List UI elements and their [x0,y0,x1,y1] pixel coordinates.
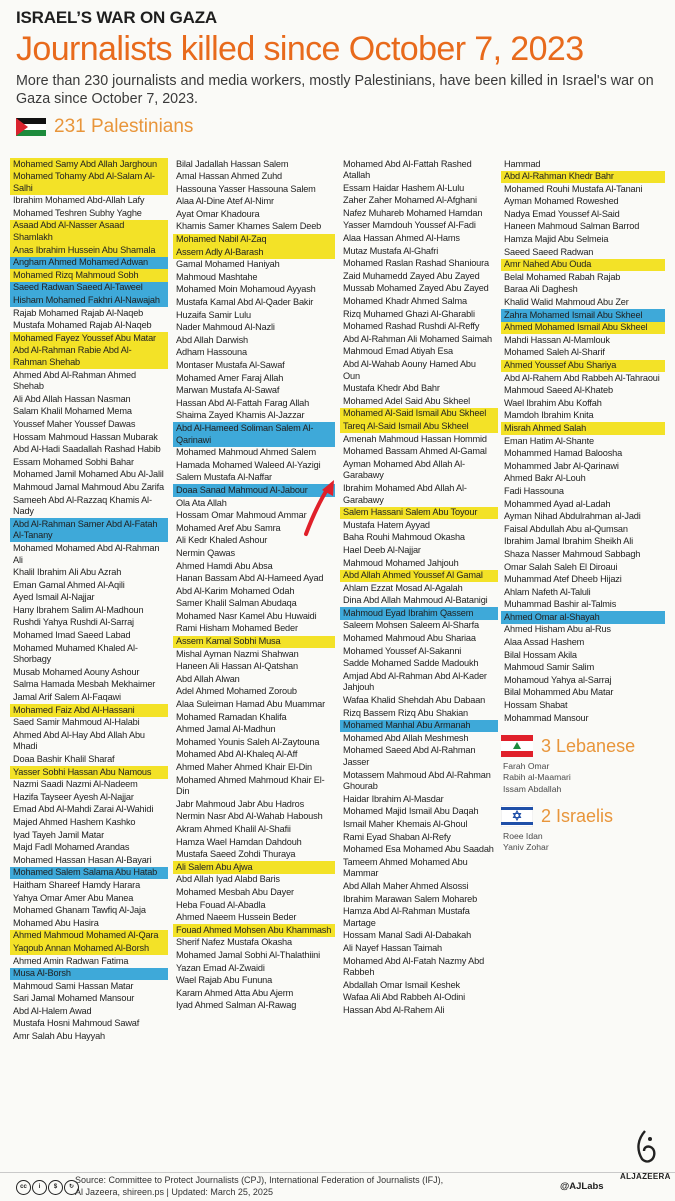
journalist-name: Mishal Ayman Nazmi Shahwan [176,648,299,659]
journalist-name: Asaad Abd Al-Nasser Asaad Shamlakh [10,220,168,244]
journalist-name: Mohammad Mansour [504,712,589,723]
journalist-name: Mohamed Mahmoud Ahmed Salem [176,447,316,458]
journalist-name: Abd Allah Darwish [176,334,249,345]
journalist-name: Mohamed Mesbah Abu Dayer [176,886,294,897]
journalist-name: Abd Al-Rahman Rabie Abd Al-Rahman Shehab [10,345,168,369]
journalist-name: Sari Jamal Mohamed Mansour [13,993,135,1004]
journalist-name: Ahmed Amin Radwan Fatima [13,955,129,966]
journalist-name: Montaser Mustafa Al-Sawaf [176,360,285,370]
journalist-name: Hammad [504,158,541,169]
journalist-name: Youssef Maher Youssef Dawas [13,418,136,429]
journalist-name: Hassouna Yasser Hassouna Salem [176,183,316,194]
journalist-name: Alaa Suleiman Hamad Abu Muammar [176,699,326,710]
journalist-name: Abd Al-Rahman Samer Abd Al-Fatah Al-Tanany [10,518,168,542]
journalist-name: Emad Abd Al-Mahdi Zarai Al-Wahidi [13,804,154,815]
journalist-name: Hamza Majid Abu Selmeia [504,234,609,245]
journalist-name: Mustafa Mohamed Rajab Al-Naqeb [13,320,152,331]
journalist-name: Mohamed Teshren Subhy Yaghe [13,207,142,218]
journalist-name: Rajab Mohamed Rajab Al-Naqeb [13,307,144,318]
journalist-name: Salma Hamada Mesbah Mekhaimer [13,679,156,690]
journalist-name: Ayed Ismail Al-Najjar [13,592,95,603]
journalist-name: Musa Al-Borsh [10,968,168,981]
journalist-name: Rizq Bassem Rizq Abu Shakian [343,707,468,718]
journalist-name: Mustafa Kamal Abd Al-Qader Bakir [176,297,314,308]
journalist-name: Mamdoh Ibrahim Knita [504,410,594,421]
journalist-name: Ahlam Ezzat Mosad Al-Agalah [343,582,463,593]
journalist-name: Yahya Omar Amer Abu Manea [13,892,134,903]
journalist-name: Ahlam Nafeth Al-Taluli [504,586,591,597]
journalist-name: Khalid Walid Mahmoud Abu Zer [504,297,629,308]
journalist-name: Salem Hassani Salem Abu Toyour [340,507,498,520]
journalist-name: Mohamed Raslan Rashad Shanioura [343,258,490,269]
journalist-name: Ahmed Abd Al-Rahman Ahmed Shehab [13,369,136,392]
journalist-name: Abd Allah Ahmed Youssef Al Gamal [340,570,498,583]
journalist-name: Rami Hisham Mohamed Beder [176,623,298,634]
journalist-name: Fouad Ahmed Mohsen Abu Khammash [173,924,335,937]
journalist-name: Hazifa Tayseer Ayesh Al-Najjar [13,791,134,802]
journalist-name: Mahdi Hassan Al-Mamlouk [504,334,610,345]
journalist-name: Karam Ahmed Atta Abu Ajerm [176,987,294,998]
journalist-name: Mohamed Rouhi Mustafa Al-Tanani [504,183,643,194]
journalist-name: Ahmed Jamal Al-Madhun [176,724,276,735]
journalist-name: Tareq Al-Said Ismail Abu Skheel [340,420,498,433]
journalist-name: Abd Al-Halem Awad [13,1005,92,1016]
journalist-name: Baha Rouhi Mahmoud Okasha [343,532,465,543]
journalist-name: Haneen Ali Hassan Al-Qatshan [176,661,298,672]
journalist-name: Hossam Manal Sadi Al-Dabakah [343,930,472,941]
journalist-name: Ahmed Hamdi Abu Absa [176,560,273,571]
journalist-name: Majd Fadl Mohamed Arandas [13,842,130,853]
journalist-name: Abd Allah Iyad Alabd Baris [176,874,280,885]
journalist-name: Mohamed Nasr Kamel Abu Huwaidi [176,610,317,621]
journalist-name: Amjad Abd Al-Rahman Abd Al-Kader Jahjouh [343,670,487,693]
journalist-name: Dina Abd Allah Mahmoud Al-Batanigi [343,595,488,606]
journalist-name: Ahmed Maher Ahmed Khair El-Din [176,762,312,772]
journalist-name: Mohamed Salem Salama Abu Hatab [10,867,168,880]
israeli-journalist-name: Roee Idan [503,830,543,841]
journalist-name: Salam Khalil Mohamed Mema [13,406,132,417]
journalist-name: Sadde Mohamed Sadde Madoukh [343,658,479,669]
journalist-name: Ibrahim Marawan Salem Mohareb [343,893,478,904]
journalist-name: Mustafa Hatem Ayyad [343,519,430,530]
journalist-name: Nadya Emad Youssef Al-Said [504,208,620,219]
journalist-name: Mustafa Saeed Zohdi Thuraya [176,849,296,860]
journalist-name: Wael Ibrahim Abu Koffah [504,397,602,408]
journalist-name: Nermin Qawas [176,547,235,558]
journalist-name: Hossam Shabat [504,700,568,711]
journalist-name: Ayman Nihad Abdulrahman al-Jadi [504,511,641,522]
journalist-name: Mohamed Abd Allah Meshmesh [343,732,469,743]
journalist-name: Hamza Abd Al-Rahman Mustafa Martage [343,906,470,928]
journalist-name: Mohamed Saleh Al-Sharif [504,347,605,358]
journalist-name: Mohammed Ayad al-Ladah [504,498,611,509]
journalist-name: Gamal Mohamed Haniyah [176,259,280,270]
journalist-name: Sherif Nafez Mustafa Okasha [176,937,292,948]
journalist-name: Mohamed Bassam Ahmed Al-Gamal [343,446,487,457]
palestinians-count: 231 Palestinians [54,116,194,137]
journalist-name: Mohamed Nabil Al-Zaq [173,234,335,247]
journalist-name: Alaa Hassan Ahmed Al-Hams [343,233,460,244]
red-arrow-icon [300,478,340,538]
journalist-name: Hassan Abd Al-Fattah Farag Allah [176,397,310,408]
journalist-name: Alaa Assad Hashem [504,637,585,648]
kicker: ISRAEL’S WAR ON GAZA [16,8,217,27]
journalist-name: Hassan Abd Al-Rahem Ali [343,1004,445,1015]
journalist-name: Mohamed Abu Hasira [13,917,99,928]
israeli-journalist-name: Yaniv Zohar [503,842,549,853]
source-line-2: Al Jazeera, shireen.ps | Updated: March 25, 2025 [75,1187,273,1197]
journalist-name: Huzaifa Samir Lulu [176,309,251,320]
footer [0,1172,675,1201]
journalist-name: Mohamed Younis Saleh Al-Zaytouna [176,736,320,747]
journalist-name: Iyad Ahmed Salman Al-Rawag [176,1000,297,1011]
journalist-name: Essam Haidar Hashem Al-Lulu [343,182,465,193]
journalist-name: Ahmed Mahmoud Mohamed Al-Qara [10,930,168,943]
journalist-name: Doaa Sanad Mahmoud Al-Jabour [173,484,335,497]
journalist-name: Ibrahim Mohamed Abd Allah Al-Garabawy [343,482,467,505]
journalist-name: Saeed Saeed Radwan [504,246,594,257]
journalist-name: Salem Mustafa Al-Naffar [176,472,272,483]
journalist-name: Saeed Radwan Saeed Al-Taweel [10,282,168,295]
lebanese-journalist-name: Rabih al-Maamari [503,772,571,783]
journalist-name: Ali Salem Abu Ajwa [173,861,335,874]
journalist-name: Samer Khalil Salman Abudaqa [176,598,297,609]
journalist-name: Mohamed Youssef Al-Sakanni [343,645,462,656]
journalist-name: Mohamoud Yahya al-Sarraj [504,674,612,685]
journalist-name: Rizq Muhamed Ghazi Al-Gharabli [343,308,475,319]
journalist-name: Tameem Ahmed Mohamed Abu Mammar [343,856,468,879]
journalist-name: Hany Ibrahem Salim Al-Madhoun [13,604,144,615]
journalist-name: Zahra Mohamed Ismail Abu Skheel [501,309,665,322]
journalist-name: Haidar Ibrahim Al-Masdar [343,793,444,804]
lebanese-count: 3 Lebanese [541,735,636,756]
journalist-name: Ahmed Abd Al-Hay Abd Allah Abu Mhadi [13,729,145,752]
journalist-name: Essam Mohamed Sobhi Bahar [13,456,134,467]
journalist-name: Hamza Wael Hamdan Dahdouh [176,836,302,847]
lebanese-journalist-name: Issam Abdallah [503,783,562,794]
journalist-name: Abd Al-Rahem Abd Rabbeh Al-Tahraoui [504,372,660,383]
journalist-name: Ismail Maher Khemais Al-Ghoul [343,818,468,829]
journalist-name: Hamada Mohamed Waleed Al-Yazigi [176,459,321,470]
journalist-name: Mohamed Samy Abd Allah Jarghoun [10,158,168,171]
journalist-name: Assem Kamal Sobhi Musa [173,636,335,649]
journalist-name: Khalil Ibrahim Ali Abu Azrah [13,567,122,578]
journalist-name: Zaid Muhamedd Zayed Abu Zayed [343,270,480,281]
journalist-name: Amal Hassan Ahmed Zuhd [176,171,282,182]
journalist-name: Marwan Mustafa Al-Sawaf [176,385,280,396]
journalist-name: Saed Samir Mahmoud Al-Halabi [13,717,140,728]
journalist-name: Eman Hatim Al-Shante [504,435,594,446]
cc-icon: cc [16,1180,31,1195]
journalist-name: Mohamed Mahmoud Abu Shariaa [343,633,476,644]
journalist-name: Adel Ahmed Mohamed Zoroub [176,686,297,697]
journalist-name: Mohamed Esa Mohamed Abu Saadah [343,844,494,855]
palestine-flag-icon [16,118,46,136]
journalist-name: Shaza Nasser Mahmoud Sabbagh [504,548,641,559]
by-icon: i [32,1180,47,1195]
journalist-name: Mohamed Majid Ismail Abu Daqah [343,806,479,817]
journalist-name: Jabr Mahmoud Jabr Abu Hadros [176,798,305,809]
journalist-name: Ali Nayef Hassan Taimah [343,942,443,953]
journalist-name: Omar Salah Saleh El Diroaui [504,561,618,572]
journalist-name: Mohamed Hassan Hasan Al-Bayari [13,854,152,865]
aljazeera-logo-text: ALJAZEERA [620,1172,671,1181]
journalist-name: Doaa Bashir Khalil Sharaf [13,754,115,764]
journalist-name: Amr Salah Abu Hayyah [13,1031,105,1042]
journalist-name: Ayman Mohamed Abd Allah Al-Garabawy [343,458,465,481]
journalist-name: Belal Mohamed Rabah Rajab [504,271,621,282]
journalist-name: Mustafa Hosni Mahmoud Sawaf [13,1018,140,1029]
journalist-name: Abd Al-Karim Mohamed Odah [176,585,295,596]
page-title: Journalists killed since October 7, 2023 [16,30,584,68]
names-column-1 [10,158,168,1043]
journalist-name: Zaher Zaher Mohamed Al-Afghani [343,195,477,206]
journalist-name: Muhammad Bashir al-Talmis [504,599,617,610]
journalist-name: Mohamed Ahmed Mahmoud Khair El-Din [176,774,325,797]
journalist-name: Yasser Mamdouh Youssef Al-Fadi [343,220,476,231]
journalist-name: Mohamed Rizq Mahmoud Sobh [10,269,168,282]
journalist-name: Ali Abd Allah Hassan Nasman [13,393,131,404]
nc-icon: $ [48,1180,63,1195]
journalist-name: Yasser Sobhi Hassan Abu Namous [10,766,168,779]
journalist-name: Wafaa Ali Abd Rabbeh Al-Odini [343,992,465,1003]
journalist-name: Hisham Mohamed Fakhri Al-Nawajah [10,295,168,308]
journalist-name: Haneen Mahmoud Salman Barrod [504,221,640,232]
journalist-name: Mohammed Hamad Baloosha [504,448,623,459]
journalist-name: Mutaz Mustafa Al-Ghafri [343,245,439,256]
journalist-name: Angham Ahmed Mohamed Adwan [10,257,168,270]
journalist-name: Bilal Hossam Akila [504,649,577,660]
journalist-name: Abd Al-Hameed Soliman Salem Al-Qarinawi [173,422,335,446]
journalist-name: Motassem Mahmoud Abd Al-Rahman Ghourab [343,769,491,792]
journalist-name: Heba Fouad Al-Abadla [176,899,266,910]
journalist-name: Mohamed Fayez Youssef Abu Matar [10,332,168,345]
source-note [75,1174,545,1198]
journalist-name: Fadi Hassouna [504,485,564,496]
journalist-name: Mahmoud Samir Salim [504,662,595,673]
lebanese-heading [501,735,665,757]
journalist-name: Ayman Mohamed Roweshed [504,196,619,207]
israelis-count: 2 Israelis [541,805,614,826]
journalist-name: Anas Ibrahim Hussein Abu Shamala [10,244,168,257]
journalist-name: Amenah Mahmoud Hassan Hommid [343,433,487,444]
journalist-name: Abd Allah Alwan [176,673,240,684]
journalist-name: Mohamed Abd Al-Fatah Nazmy Abd Rabbeh [343,955,485,978]
journalist-name: Yaqoub Annan Mohamed Al-Borsh [10,942,168,955]
journalist-name: Bilal Mohammed Abu Matar [504,687,614,698]
journalist-name: Ibrahim Mohamed Abd-Allah Lafy [13,195,145,206]
journalist-name: Baraa Ali Daghesh [504,284,578,295]
journalist-name: Faisal Abdullah Abu al-Qumsan [504,523,628,534]
journalist-name: Mohamed Tohamy Abd Al-Salam Al-Salhi [10,171,168,195]
journalist-name: Ahmed Omar al-Shayah [501,611,665,624]
header [16,8,661,138]
lebanese-group [501,735,665,795]
journalist-name: Rami Eyad Shaban Al-Refy [343,831,451,842]
journalist-name: Mohamed Moin Mohamoud Ayyash [176,284,316,295]
journalist-name: Rushdi Yahya Rushdi Al-Sarraj [13,617,134,628]
journalist-name: Mahmoud Emad Atiyah Esa [343,346,453,357]
journalist-name: Ibrahim Jamal Ibrahim Sheikh Ali [504,536,633,547]
journalist-name: Mohamed Mohamed Abd Al-Rahman Ali [13,542,160,565]
journalist-name: Mahmoud Eyad Ibrahim Qassem [340,607,498,620]
journalist-name: Mohamed Khadr Ahmed Salma [343,296,467,307]
journalist-name: Misrah Ahmed Salah [501,422,665,435]
journalist-name: Eman Gamal Ahmed Al-Aqili [13,579,125,590]
names-column-4 [501,158,665,854]
journalist-name: Mohamed Rashad Rushdi Al-Reffy [343,321,480,332]
palestinians-heading [16,116,661,138]
journalist-name: Yazan Emad Al-Zwaidi [176,962,265,973]
journalist-name: Nazmi Saadi Nazmi Al-Nadeem [13,779,138,790]
journalist-name: Bilal Jadallah Hassan Salem [176,158,289,169]
journalist-name: Abd Allah Maher Ahmed Alsossi [343,880,469,891]
journalist-name: Ahmed Hisham Abu al-Rus [504,624,611,635]
journalist-name: Jamal Arif Salem Al-Faqawi [13,692,121,703]
aljazeera-logo [620,1129,670,1181]
journalist-name: Ali Kedr Khaled Ashour [176,535,268,546]
journalist-name: Mahmoud Mashtahe [176,271,258,282]
journalist-name: Mohamed Ramadan Khalifa [176,711,287,722]
journalist-name: Mohamed Faiz Abd Al-Hassani [10,704,168,717]
journalist-name: Nader Mahmoud Al-Nazli [176,322,275,333]
names-grid [0,158,675,1170]
journalist-name: Mohamed Amer Faraj Allah [176,372,284,383]
journalist-name: Mahmoud Jamal Mahmoud Abu Zarifa [13,481,164,492]
journalist-name: Mahmoud Sami Hassan Matar [13,980,134,991]
journalist-name: Iyad Tayeh Jamil Matar [13,829,104,840]
journalist-name: Haitham Shareef Hamdy Harara [13,879,141,890]
journalist-name: Abdallah Omar Ismail Keshek [343,979,460,990]
journalist-name: Ahmed Youssef Abu Shariya [501,360,665,373]
journalist-name: Hanan Bassam Abd Al-Hameed Ayad [176,573,324,584]
journalist-name: Mahmoud Mohamed Jahjouh [343,557,459,568]
journalist-name: Mohammed Jabr Al-Qarinawi [504,460,619,471]
journalist-name: Ahmed Bakr Al-Louh [504,473,586,484]
journalist-name: Mohamed Manhal Abu Armanah [340,720,498,733]
lebanese-journalist-name: Farah Omar [503,760,550,771]
journalist-name: Abd Al-Rahman Khedr Bahr [501,171,665,184]
subtitle: More than 230 journalists and media workers, mostly Palestinians, have been killed in Israel's war on Gaza since October 7, 2023. [16,73,654,107]
names-column-3 [340,158,498,1017]
license-badge [16,1179,79,1195]
sa-icon: ↻ [64,1180,79,1195]
journalist-name: Mohamed Abd Al-Fattah Rashed Atallah [343,158,472,181]
aljazeera-logo-icon [630,1129,660,1167]
journalist-name: Ahmed Naeem Hussein Beder [176,912,297,923]
journalist-name: Abd Al-Rahman Ali Mohamed Saimah [343,333,492,344]
journalist-name: Shaima Zayed Khamis Al-Jazzar [176,410,305,421]
journalist-name: Wafaa Khalid Shehdah Abu Dabaan [343,695,486,706]
journalist-name: Mohamed Aref Abu Samra [176,522,281,533]
lebanon-flag-icon [501,735,533,757]
journalist-name: Sameeh Abd Al-Razzaq Khamis Al-Nady [13,494,152,517]
journalist-name: Abd Al-Wahab Aouny Hamed Abu Oun [343,359,476,381]
journalist-name: Nafez Muhareb Mohamed Hamdan [343,207,483,218]
journalist-name: Akram Ahmed Khalil Al-Shafii [176,823,291,834]
journalist-name: Majed Ahmed Hashem Kashko [13,816,136,827]
journalist-name: Assem Adly Al-Barash [173,246,335,259]
journalist-name: Ayat Omar Khadoura [176,208,260,219]
journalist-name: Mohamed Ghanam Tawfiq Al-Jaja [13,905,146,916]
journalist-name: Adham Hassouna [176,347,247,358]
journalist-name: Musab Mohamed Aouny Ashour [13,666,140,677]
journalist-name: Mohamed Jamil Mohamed Abu Al-Jalil [13,469,164,480]
names-column-2 [173,158,335,1012]
journalist-name: Ahmed Mohamed Ismail Abu Skheel [501,322,665,335]
journalist-name: Mustafa Khedr Abd Bahr [343,383,440,394]
journalist-name: Mohamed Saeed Abd Al-Rahman Jasser [343,745,476,767]
journalist-name: Hossam Omar Mahmoud Ammar [176,510,307,521]
journalist-name: Mohamed Adel Said Abu Skheel [343,395,471,406]
israelis-heading [501,805,665,827]
journalist-name: Ola Ata Allah [176,497,227,508]
journalist-name: Mohamed Jamal Sobhi Al-Thalathiini [176,949,321,960]
israel-flag-icon [501,805,533,827]
journalist-name: Nermin Nasr Abd Al-Wahab Haboush [176,811,323,822]
journalist-name: Mahmoud Saeed Al-Khateb [504,385,613,396]
journalist-name: Wael Rajab Abu Fununa [176,975,273,986]
journalist-name: Mohamed Abd Al-Khaleq Al-Aff [176,749,298,760]
journalist-name: Mohamed Muhamed Khaled Al-Shorbagy [13,642,138,665]
journalist-name: Amr Nahed Abu Ouda [501,259,665,272]
journalist-name: Khamis Samer Khames Salem Deeb [176,221,322,232]
journalist-name: Hossam Mahmoud Hassan Mubarak [13,431,158,442]
journalist-name: Muhammad Atef Dheeb Hijazi [504,574,622,585]
journalist-name: Alaa Al-Dine Atef Al-Nimr [176,196,274,207]
journalist-name: Mohamed Al-Said Ismail Abu Skheel [340,408,498,421]
ajlabs-handle: @AJLabs [560,1181,604,1192]
journalist-name: Abd Al-Hadi Saadallah Rashad Habib [13,444,161,455]
journalist-name: Mohamed Imad Saeed Labad [13,630,131,641]
israelis-group [501,805,665,854]
journalist-name: Hael Deeb Al-Najjar [343,544,421,555]
journalist-name: Mussab Mohamed Zayed Abu Zayed [343,283,489,294]
source-line-1: Source: Committee to Protect Journalists (CPJ), International Federation of Journalists (IFJ), [75,1175,444,1185]
journalist-name: Saleem Mohsen Saleem Al-Sharfa [343,620,479,631]
